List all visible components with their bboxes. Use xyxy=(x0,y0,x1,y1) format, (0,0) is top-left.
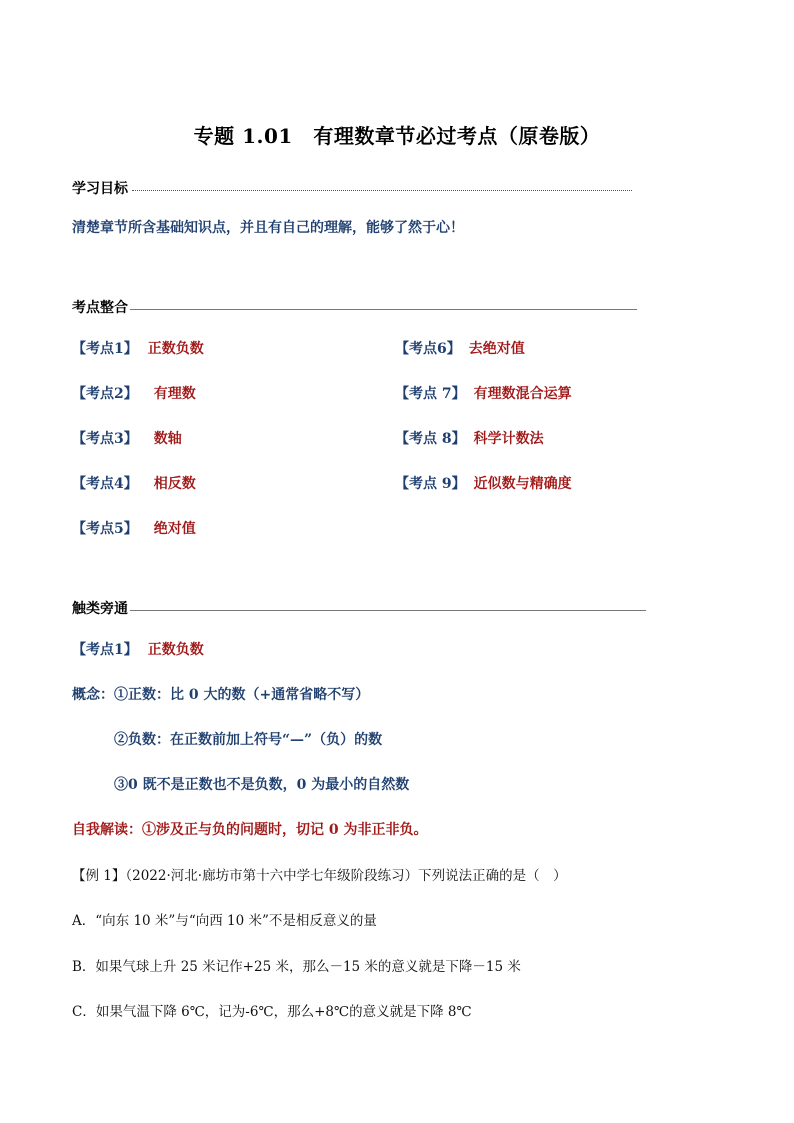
kp-tag: 【考点2】 xyxy=(72,386,138,402)
option-b: B．如果气球上升 25 米记作+25 米，那么－15 米的意义就是下降－15 米 xyxy=(72,959,521,975)
kp-name: 数轴 xyxy=(153,431,182,447)
kp-name: 正数负数 xyxy=(147,341,204,357)
kp-name: 科学计数法 xyxy=(473,431,544,447)
kp-name: 近似数与精确度 xyxy=(473,476,572,492)
kp-tag: 【考点 7】 xyxy=(395,386,466,402)
self-reading: 自我解读：①涉及正与负的问题时，切记 0 为非正非负。 xyxy=(72,822,428,838)
analogy-point xyxy=(72,639,204,659)
kp-item-3 xyxy=(72,428,182,448)
goals-text: 清楚章节所含基础知识点，并且有自己的理解，能够了然于心！ xyxy=(72,220,464,236)
kp-tag: 【考点 8】 xyxy=(395,431,466,447)
concept-3: ③0 既不是正数也不是负数，0 为最小的自然数 xyxy=(114,777,410,793)
example-title: 【例 1】（2022·河北·廊坊市第十六中学七年级阶段练习）下列说法正确的是（ ） xyxy=(72,868,567,884)
kp-item-9 xyxy=(395,473,572,493)
option-a: A．“向东 10 米”与“向西 10 米”不是相反意义的量 xyxy=(72,913,377,929)
kp-tag: 【考点4】 xyxy=(72,476,138,492)
kp-tag: 【考点1】 xyxy=(72,642,138,658)
kp-item-1 xyxy=(72,338,204,358)
kp-name: 相反数 xyxy=(153,476,196,492)
kp-tag: 【考点 9】 xyxy=(395,476,466,492)
heading-underline xyxy=(132,190,632,191)
kp-tag: 【考点6】 xyxy=(395,341,461,357)
kp-name: 去绝对值 xyxy=(468,341,525,357)
kp-name: 绝对值 xyxy=(153,521,196,537)
heading-underline xyxy=(130,610,646,611)
section-heading-goals: 学习目标 xyxy=(72,181,128,197)
kp-name: 正数负数 xyxy=(147,642,204,658)
kp-tag: 【考点5】 xyxy=(72,521,138,537)
section-heading-integration: 考点整合 xyxy=(72,300,128,316)
kp-name: 有理数混合运算 xyxy=(473,386,572,402)
concept-2: ②负数：在正数前加上符号“—”（负）的数 xyxy=(114,732,383,748)
page-title: 专题 1.01 有理数章节必过考点（原卷版） xyxy=(193,124,601,148)
kp-item-6 xyxy=(395,338,525,358)
kp-tag: 【考点1】 xyxy=(72,341,138,357)
heading-underline xyxy=(130,309,637,310)
kp-item-2 xyxy=(72,383,196,403)
kp-item-4 xyxy=(72,473,196,493)
section-heading-analogy: 触类旁通 xyxy=(72,601,128,617)
kp-item-5 xyxy=(72,518,196,538)
kp-item-8 xyxy=(395,428,544,448)
kp-item-7 xyxy=(395,383,572,403)
kp-tag: 【考点3】 xyxy=(72,431,138,447)
kp-name: 有理数 xyxy=(153,386,196,402)
concept-1: 概念：①正数：比 0 大的数（+通常省略不写） xyxy=(72,687,370,703)
option-c: C．如果气温下降 6℃，记为-6℃，那么+8℃的意义就是下降 8℃ xyxy=(72,1004,472,1020)
